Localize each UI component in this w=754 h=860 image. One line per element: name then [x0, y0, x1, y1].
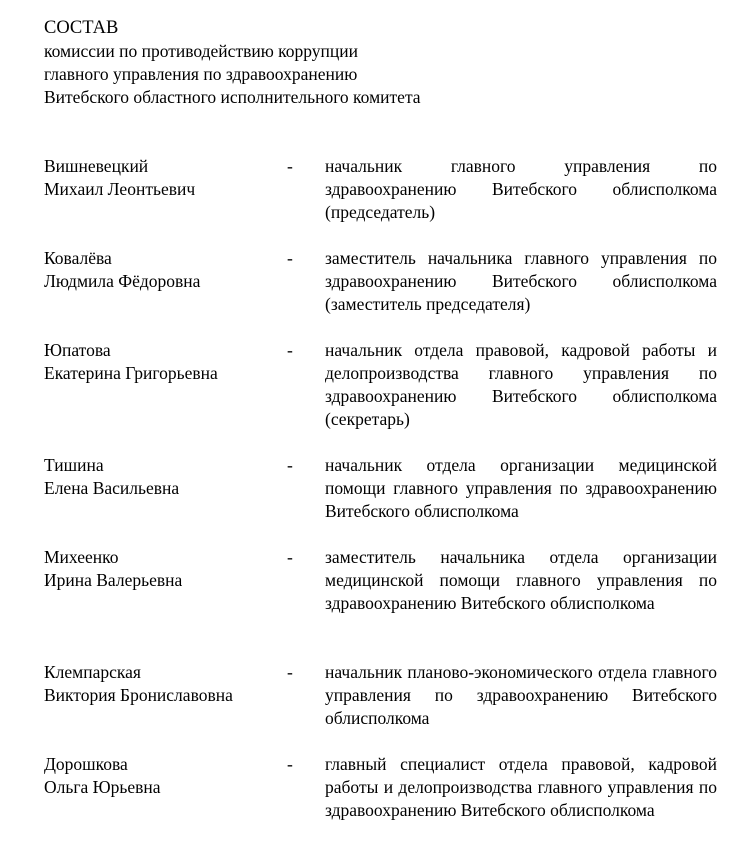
member-name [44, 155, 287, 201]
member-separator: - [287, 662, 293, 682]
member-name [44, 546, 287, 592]
member-name [44, 753, 287, 799]
member-surname: Клемпарская [44, 662, 141, 682]
member-surname: Вишневецкий [44, 156, 149, 176]
member-list [44, 155, 717, 822]
member-position: главный специалист отдела правовой, кадровой работы и делопроизводства главного управления по здравоохранению Витебского облисполкома [325, 754, 717, 820]
member-given-names: Михаил Леонтьевич [44, 179, 196, 199]
member-given-names: Екатерина Григорьевна [44, 363, 218, 383]
member-name [44, 247, 287, 293]
subtitle-line-2: главного управления по здравоохранению [44, 64, 358, 84]
member-given-names: Людмила Фёдоровна [44, 271, 201, 291]
member-entry [44, 247, 717, 339]
subtitle-line-3: Витебского областного исполнительного комитета [44, 87, 421, 107]
member-position: начальник планово-экономического отдела главного управления по здравоохранению Витебского облисполкома [325, 662, 717, 728]
member-position: начальник отдела правовой, кадровой работы и делопроизводства главного управления по здравоохранению Витебского облисполкома (секретарь) [325, 340, 717, 429]
member-entry [44, 753, 717, 822]
subtitle-line-1: комиссии по противодействию коррупции [44, 41, 359, 61]
member-position: начальник главного управления по здравоохранению Витебского облисполкома (председатель) [325, 156, 717, 222]
member-entry [44, 546, 717, 661]
member-surname: Тишина [44, 455, 104, 475]
member-surname: Ковалёва [44, 248, 112, 268]
member-separator: - [287, 340, 293, 360]
document-title: СОСТАВ [44, 18, 119, 38]
member-name [44, 661, 287, 707]
document-header [44, 17, 704, 109]
member-separator: - [287, 455, 293, 475]
member-position: заместитель начальника отдела организации медицинской помощи главного управления по здравоохранению Витебского облисполкома [325, 547, 717, 613]
member-entry [44, 454, 717, 546]
member-separator: - [287, 547, 293, 567]
member-given-names: Ирина Валерьевна [44, 570, 183, 590]
member-position: начальник отдела организации медицинской помощи главного управления по здравоохранению Витебского облисполкома [325, 455, 717, 521]
member-given-names: Виктория Брониславовна [44, 685, 233, 705]
member-given-names: Елена Васильевна [44, 478, 180, 498]
member-entry [44, 155, 717, 247]
member-entry [44, 339, 717, 454]
member-entry [44, 661, 717, 753]
member-name [44, 339, 287, 385]
member-surname: Михеенко [44, 547, 119, 567]
member-name [44, 454, 287, 500]
member-surname: Юпатова [44, 340, 111, 360]
member-position: заместитель начальника главного управления по здравоохранению Витебского облисполкома (заместитель председателя) [325, 248, 717, 314]
member-given-names: Ольга Юрьевна [44, 777, 161, 797]
member-separator: - [287, 156, 293, 176]
member-surname: Дорошкова [44, 754, 128, 774]
member-separator: - [287, 754, 293, 774]
member-separator: - [287, 248, 293, 268]
